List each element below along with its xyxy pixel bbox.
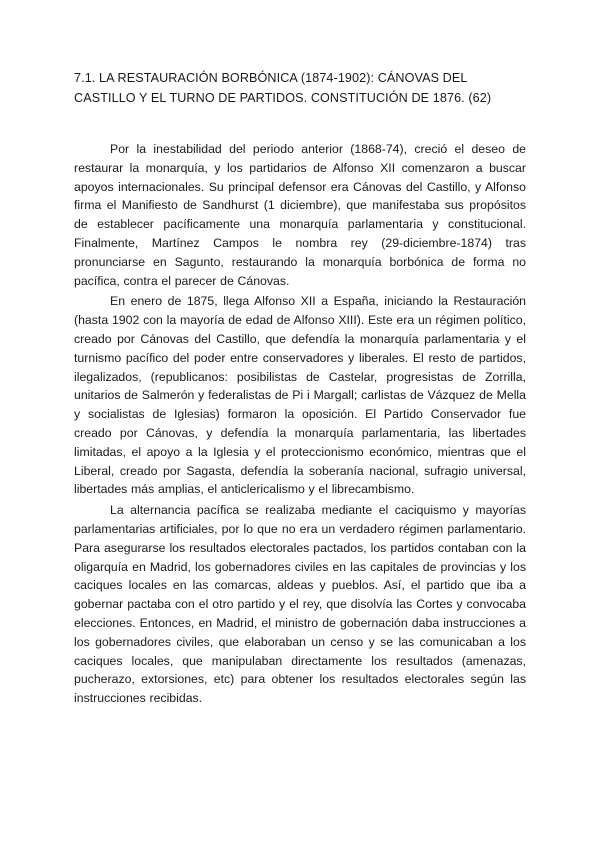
section-heading: 7.1. LA RESTAURACIÓN BORBÓNICA (1874-1902): CÁNOVAS DEL CASTILLO Y EL TURNO DE PARTIDOS. CONSTITUCIÓN DE 1876. (62)	[74, 71, 492, 105]
paragraph-caciquismo: La alternancia pacífica se realizaba mediante el caciquismo y mayorías parlamentarias artificiales, por lo que no era un verdadero régimen parlamentario. Para asegurarse los resultados electorales pactados, los partidos contaban con la oligarquía en Madrid, los gobernadores civiles en las capitales de provincias y los caciques locales en las comarcas, aldeas y pueblos. Así, el partido que iba a gobernar pactaba con el otro partido y el rey, que disolvía las Cortes y convocaba elecciones. Entonces, en Madrid, el ministro de gobernación daba instrucciones a los gobernadores civiles, que elaboraban un censo y se las comunicaban a los caciques locales, que manipulaban directamente los resultados (amenazas, pucherazo, extorsiones, etc) para obtener los resultados electorales según las instrucciones recibidas.	[74, 503, 526, 706]
paragraph-origins-restoration: Por la inestabilidad del periodo anterior (1868-74), creció el deseo de restaurar la monarquía, y los partidarios de Alfonso XII comenzaron a buscar apoyos internacionales. Su principal defensor era Cánovas del Castillo, y Alfonso firma el Manifiesto de Sandhurst (1 diciembre), que manifestaba sus propósitos de establecer pacíficamente una monarquía parlamentaria y constitucional. Finalmente, Martínez Campos le nombra rey (29-diciembre-1874) tras pronunciarse en Sagunto, restaurando la monarquía borbónica de forma no pacífica, contra el parecer de Cánovas.	[74, 142, 526, 288]
document-page	[74, 68, 526, 708]
paragraph-restoration-regime: En enero de 1875, llega Alfonso XII a España, iniciando la Restauración (hasta 1902 con la mayoría de edad de Alfonso XIII). Este era un régimen político, creado por Cánovas del Castillo, que defendía la monarquía parlamentaria y el turnismo pacífico del poder entre conservadores y liberales. El resto de partidos, ilegalizados, (republicanos: posibilistas de Castelar, progresistas de Zorrilla, unitarios de Salmerón y federalistas de Pi i Margall; carlistas de Vázquez de Mella y socialistas de Iglesias) formaron la oposición. El Partido Conservador fue creado por Cánovas, y defendía la monarquía parlamentaria, las libertades limitadas, el apoyo a la Iglesia y el proteccionismo económico, mientras que el Liberal, creado por Sagasta, defendía la soberanía nacional, sufragio universal, libertades más amplias, el anticlericalismo y el librecambismo.	[74, 294, 526, 497]
